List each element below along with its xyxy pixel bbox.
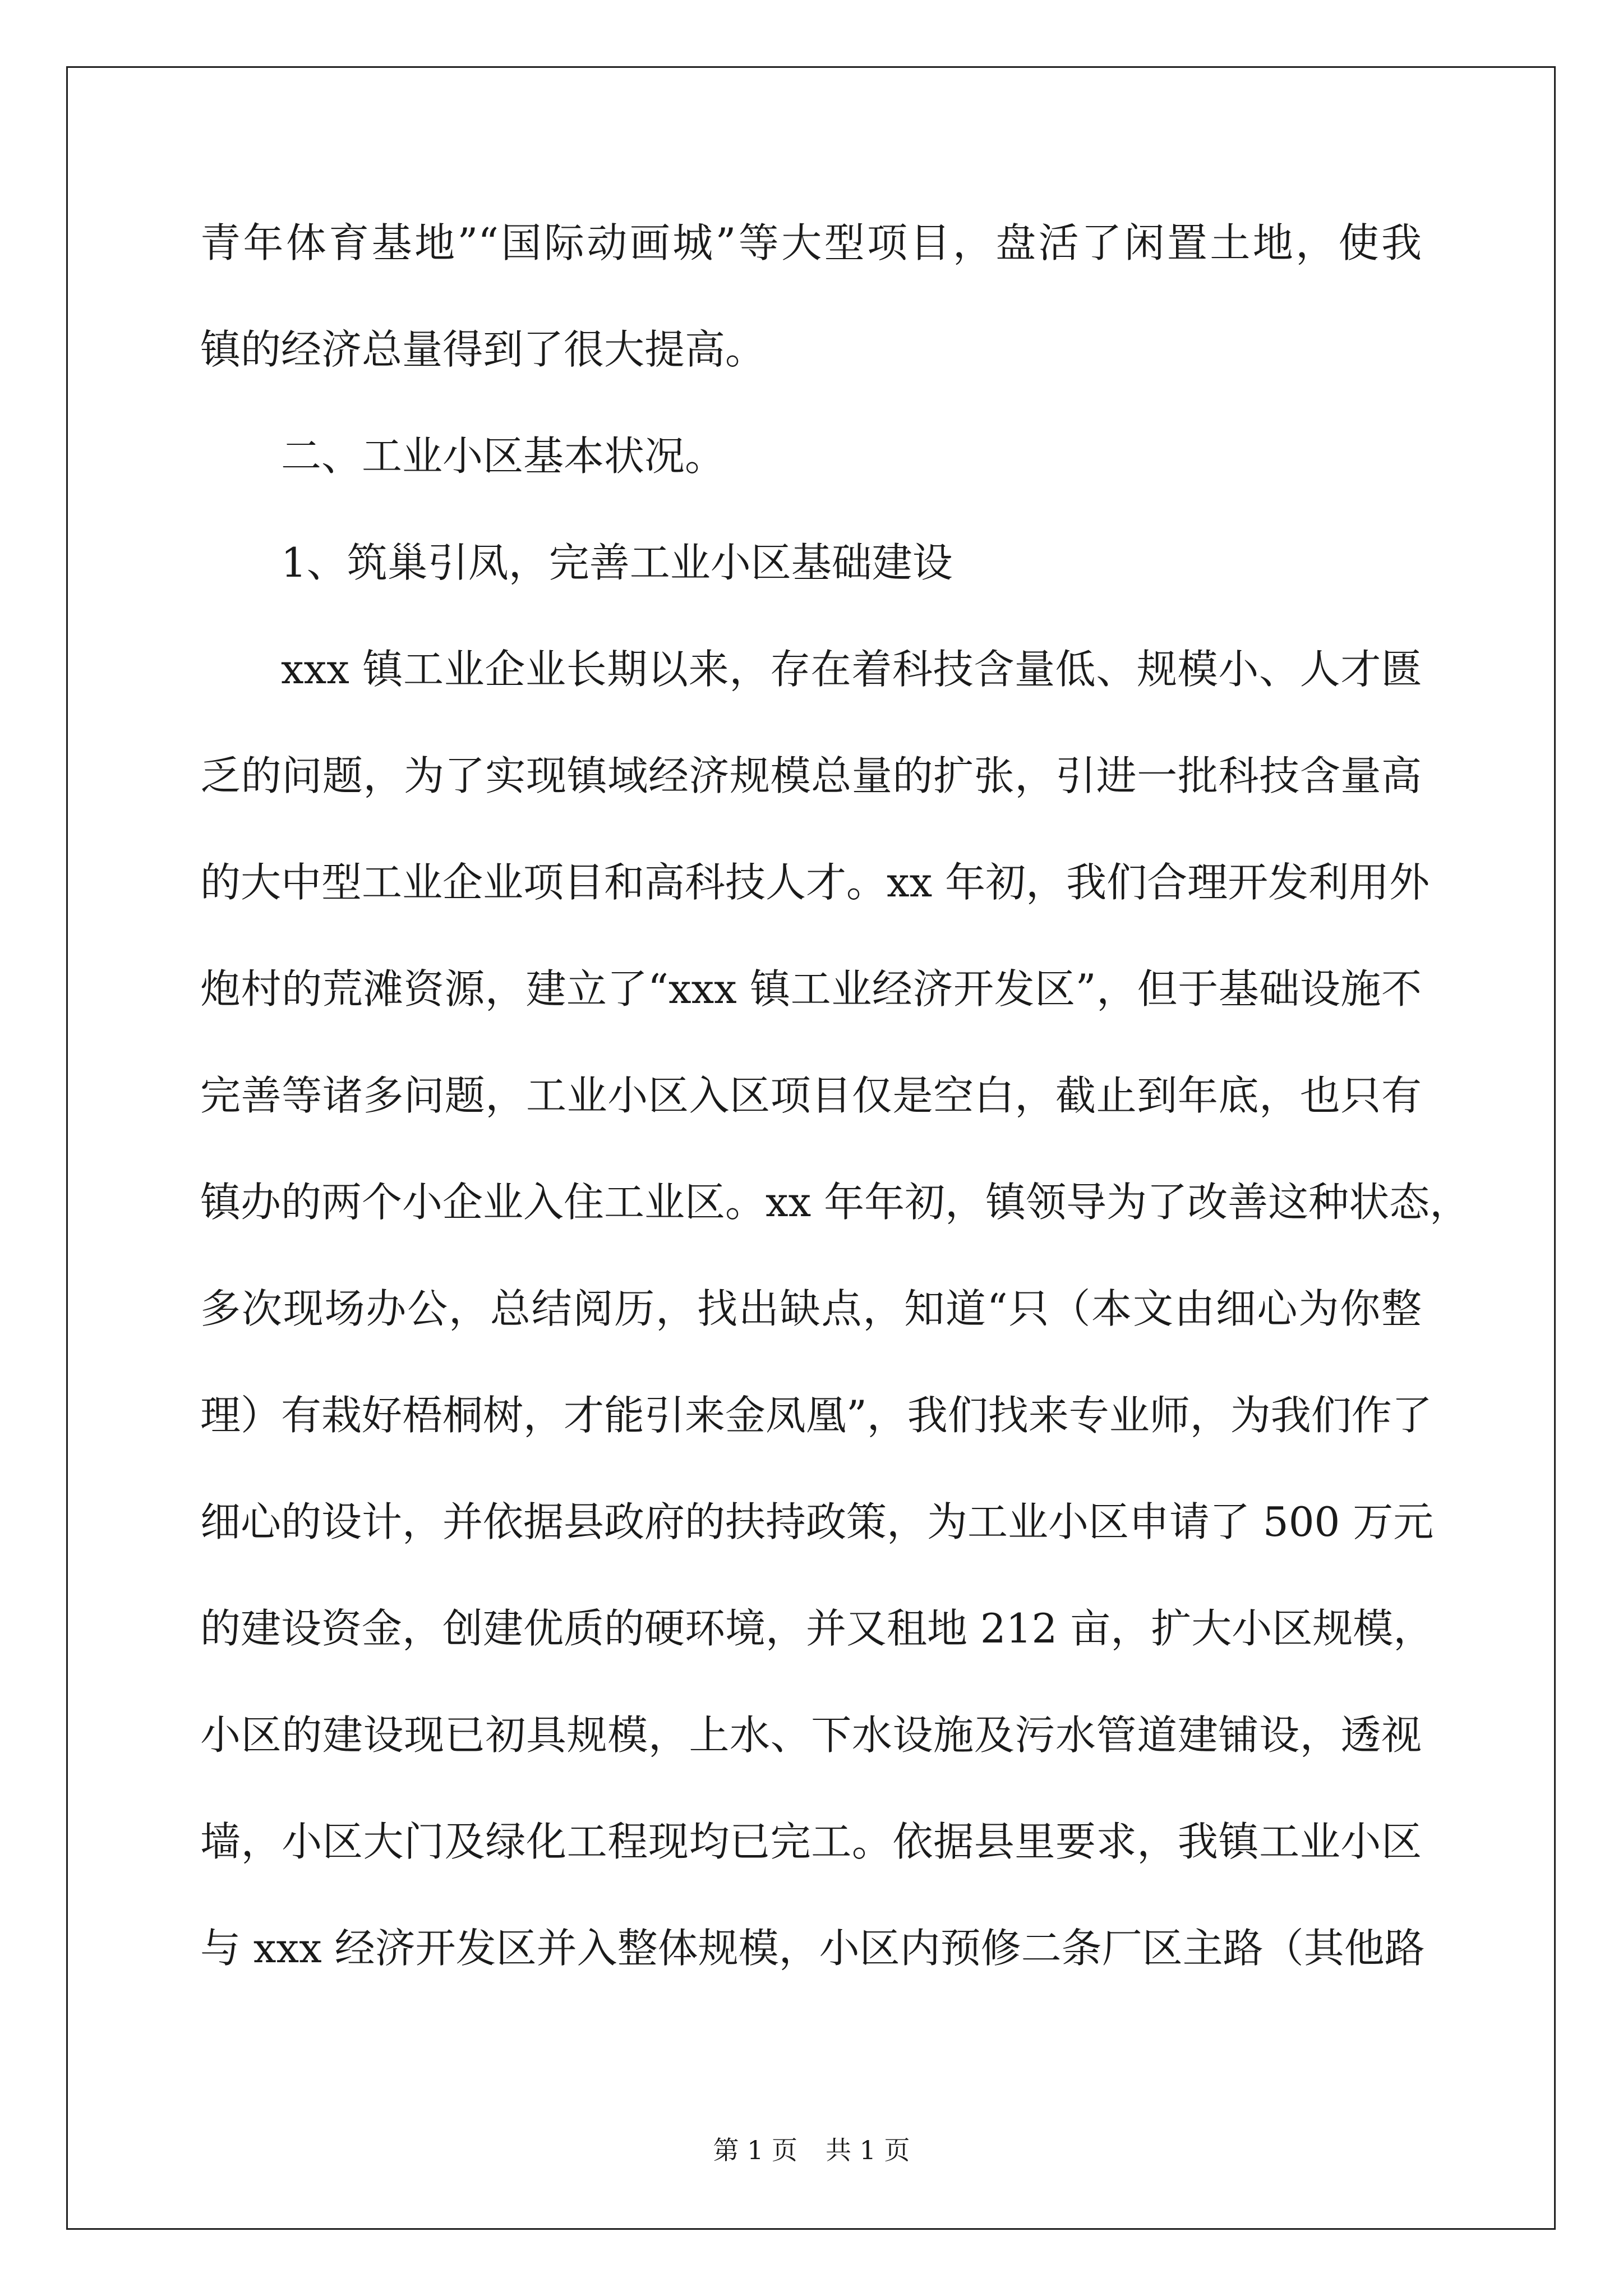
text-line: 理）有栽好梧桐树，才能引来金凤凰”，我们找来专业师，为我们作了 [200,1392,1432,1439]
text-line: 炮村的荒滩资源，建立了“xxx 镇工业经济开发区”，但于基础设施不 [200,965,1422,1013]
text-line: 与 xxx 经济开发区并入整体规模，小区内预修二条厂区主路（其他路 [200,1925,1425,1972]
text-line: 镇办的两个小企业入住工业区。xx 年年初，镇领导为了改善这种状态， [200,1179,1470,1226]
text-line: 的建设资金，创建优质的硬环境，并又租地 212 亩，扩大小区规模， [200,1605,1434,1652]
text-line: 的大中型工业企业项目和高科技人才。xx 年初，我们合理开发利用外 [200,859,1430,906]
text-line: 完善等诸多问题，工业小区入区项目仅是空白，截止到年底，也只有 [200,1072,1422,1119]
page-footer [0,2133,1623,2167]
text-line: 青年体育基地”“国际动画城”等大型项目，盘活了闲置土地，使我 [200,219,1422,266]
text-line: 多次现场办公，总结阅历，找出缺点，知道“只（本文由细心为你整 [200,1285,1422,1332]
text-line: 墙，小区大门及绿化工程现均已完工。依据县里要求，我镇工业小区 [200,1818,1422,1865]
text-line: 小区的建设现已初具规模，上水、下水设施及污水管道建铺设，透视 [200,1711,1422,1759]
page-number: 第 1 页 [713,2135,797,2165]
section-heading: 二、工业小区基本状况。 [281,432,726,480]
text-line: 细心的设计，并依据县政府的扶持政策，为工业小区申请了 500 万元 [200,1498,1434,1545]
text-line: 乏的问题，为了实现镇域经济规模总量的扩张，引进一批科技含量高 [200,752,1422,799]
page-total: 共 1 页 [826,2135,910,2165]
page-border [66,66,1556,2230]
text-line: xxx 镇工业企业长期以来，存在着科技含量低、规模小、人才匮 [281,646,1422,693]
text-line: 镇的经济总量得到了很大提高。 [200,326,766,373]
subsection-heading: 1、筑巢引凤，完善工业小区基础建设 [281,539,953,586]
